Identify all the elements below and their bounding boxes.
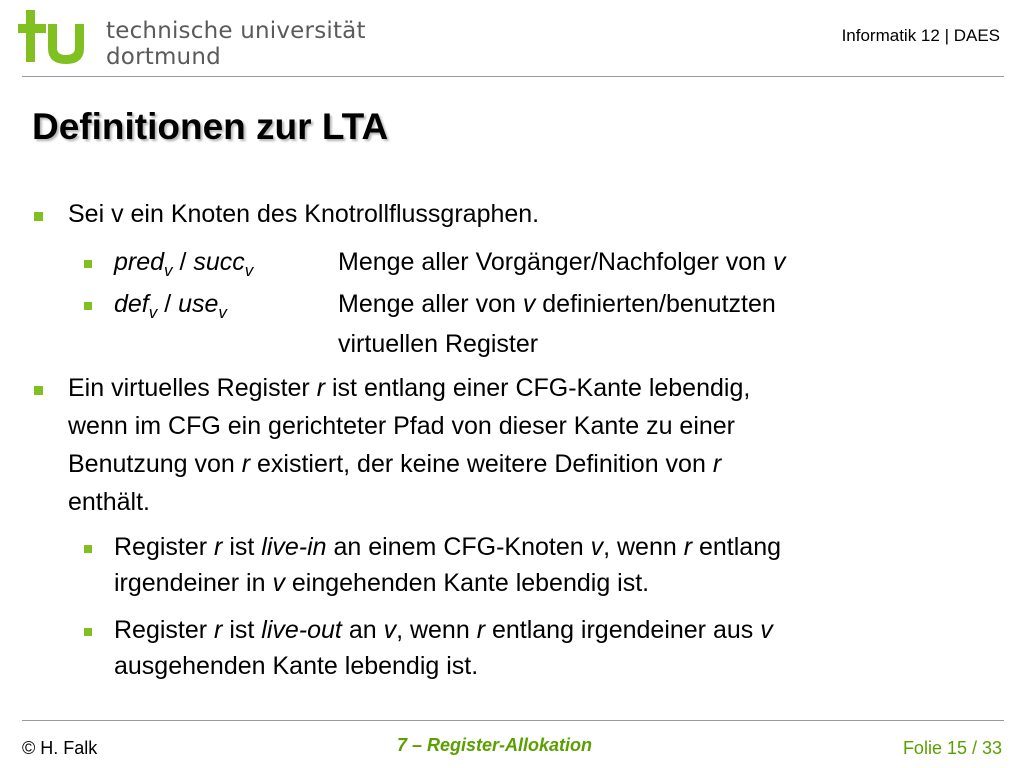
var: v xyxy=(383,616,397,644)
text: an einem CFG-Knoten xyxy=(326,533,591,561)
course-label: Informatik 12 | DAES xyxy=(841,26,1000,45)
bullet-marker xyxy=(34,386,43,395)
desc-text: Menge aller Vorgänger/Nachfolger von xyxy=(338,248,773,276)
footer-chapter: 7 – Register-Allokation xyxy=(397,735,593,755)
text: ist xyxy=(222,616,262,644)
desc-text: definierten/benutzten xyxy=(535,290,776,318)
text: Ein virtuelles Register xyxy=(68,374,317,402)
bullet-1a-term xyxy=(114,248,253,281)
bullet-2a-line1 xyxy=(114,533,781,562)
subscript: v xyxy=(218,303,227,322)
tu-logo-icon xyxy=(18,8,98,70)
var: r xyxy=(214,616,223,644)
term-live-out: live-out xyxy=(261,616,342,644)
footer-author: © H. Falk xyxy=(22,738,98,758)
text: Register xyxy=(114,616,215,644)
bullet-2b-line2: ausgehenden Kante lebendig ist. xyxy=(114,652,479,680)
var: r xyxy=(476,616,486,644)
logo-line-2: dortmund xyxy=(106,44,221,70)
term-pred: pred xyxy=(114,248,165,276)
subscript: v xyxy=(164,261,173,280)
desc-var: v xyxy=(522,290,536,318)
bullet-2b-line1 xyxy=(114,616,773,645)
var: r xyxy=(241,450,251,478)
text: , wenn xyxy=(603,533,684,561)
separator: / xyxy=(157,290,179,318)
subscript: v xyxy=(148,303,158,322)
bullet-1b-term xyxy=(114,290,227,323)
bullet-marker xyxy=(84,302,92,310)
var: r xyxy=(316,374,326,402)
var: r xyxy=(214,533,223,561)
bullet-marker xyxy=(84,545,92,553)
subscript: v xyxy=(244,261,254,280)
logo-wordmark xyxy=(106,18,366,70)
term-def: def xyxy=(114,290,149,318)
bullet-marker xyxy=(84,628,92,636)
bullet-2a-line2 xyxy=(114,569,649,598)
bullet-2-line1 xyxy=(68,374,750,403)
bullet-2-line3 xyxy=(68,450,721,479)
bullet-2-line2: wenn im CFG ein gerichteter Pfad von dieser Kante zu einer xyxy=(68,412,736,440)
text: Benutzung von xyxy=(68,450,242,478)
bullet-1a-description xyxy=(338,248,786,277)
var: v xyxy=(760,616,773,644)
var: v xyxy=(272,569,285,597)
var: r xyxy=(683,533,693,561)
text: Register xyxy=(114,533,215,561)
text: irgendeiner in xyxy=(114,569,273,597)
term-succ: succ xyxy=(193,248,245,276)
text: an xyxy=(341,616,384,644)
university-logo xyxy=(18,8,378,70)
bullet-marker xyxy=(34,212,43,221)
text: eingehenden Kante lebendig ist. xyxy=(284,569,650,597)
bullet-1b-description-line2: virtuellen Register xyxy=(338,330,539,358)
footer-divider xyxy=(22,720,1004,721)
text: , wenn xyxy=(396,616,477,644)
var: v xyxy=(590,533,604,561)
bullet-1-text: Sei v ein Knoten des Knotrollflussgraphen. xyxy=(68,200,540,228)
text: ist xyxy=(222,533,262,561)
bullet-2-line4: enthält. xyxy=(68,488,151,516)
text: entlang xyxy=(692,533,781,561)
term-use: use xyxy=(178,290,219,318)
desc-var: v xyxy=(773,248,786,276)
bullet-1b-description xyxy=(338,290,776,319)
text: existiert, der keine weitere Definition von xyxy=(250,450,713,478)
desc-text: Menge aller von xyxy=(338,290,523,318)
text: entlang irgendeiner aus xyxy=(485,616,761,644)
term-live-in: live-in xyxy=(261,533,327,561)
header-divider xyxy=(22,76,1004,77)
logo-line-1: technische universität xyxy=(106,18,366,44)
text: ist entlang einer CFG-Kante lebendig, xyxy=(325,374,751,402)
slide-title: Definitionen zur LTA xyxy=(32,106,389,147)
bullet-marker xyxy=(84,260,92,268)
separator: / xyxy=(172,248,194,276)
var: r xyxy=(712,450,722,478)
footer-slide-number: Folie 15 / 33 xyxy=(902,738,1002,758)
